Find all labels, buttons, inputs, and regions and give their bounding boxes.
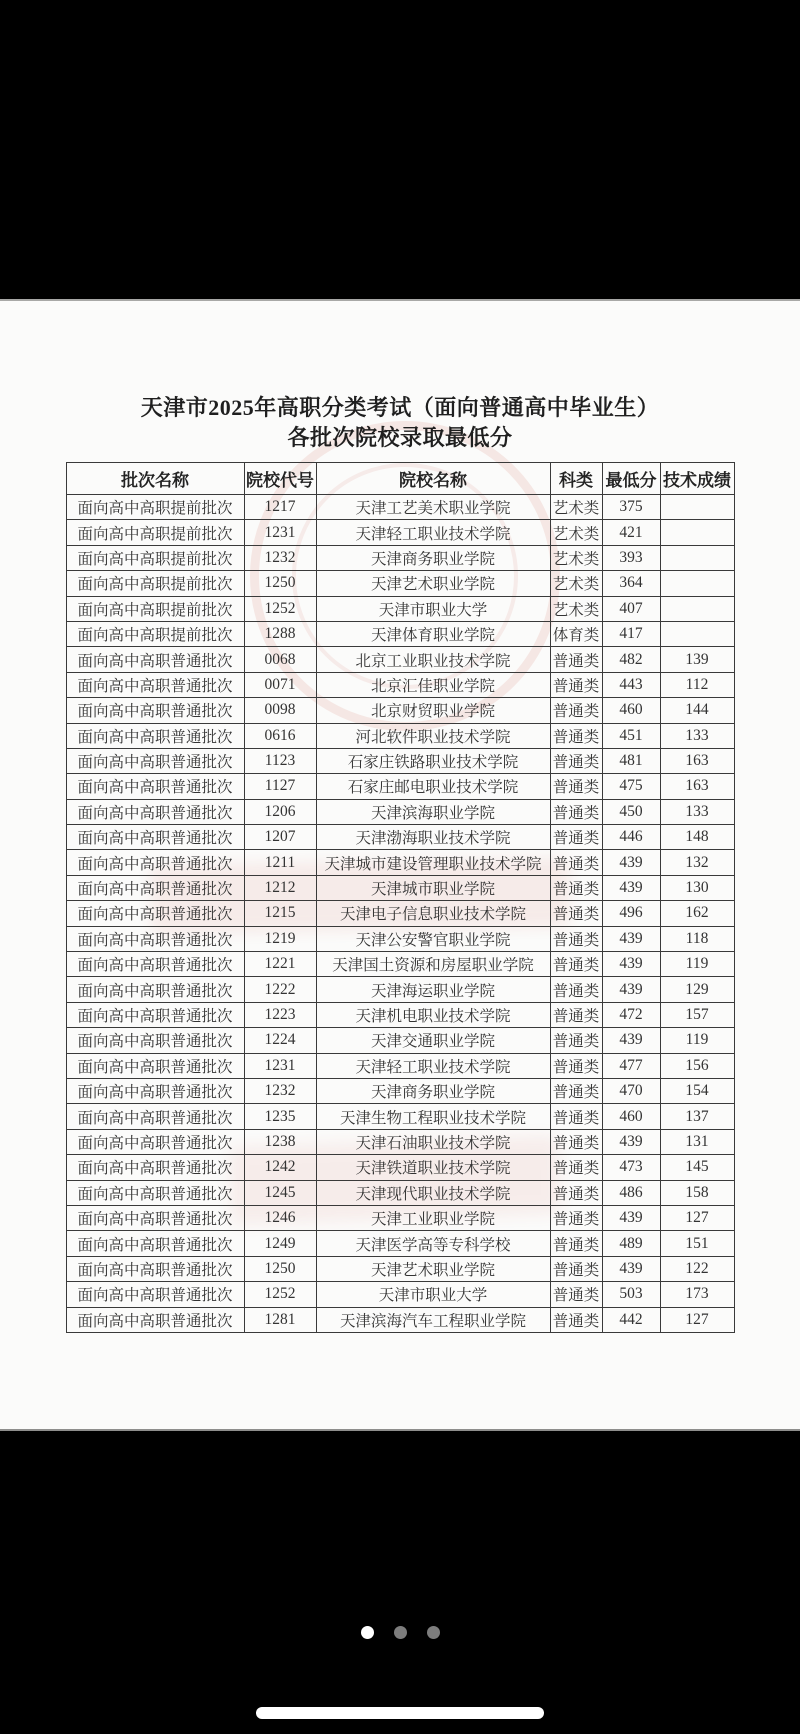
cell-code: 1206 — [244, 799, 316, 824]
cell-code: 0071 — [244, 672, 316, 697]
cell-code: 1219 — [244, 926, 316, 951]
cell-category: 艺术类 — [550, 495, 602, 520]
cell-batch: 面向高中高职普通批次 — [66, 1205, 244, 1230]
cell-min-score: 482 — [602, 647, 660, 672]
cell-batch: 面向高中高职普通批次 — [66, 1307, 244, 1332]
cell-tech-score: 145 — [660, 1155, 734, 1180]
cell-category: 普通类 — [550, 1053, 602, 1078]
cell-tech-score — [660, 520, 734, 545]
cell-min-score: 472 — [602, 1002, 660, 1027]
cell-category: 普通类 — [550, 901, 602, 926]
cell-school: 天津生物工程职业技术学院 — [316, 1104, 550, 1129]
cell-tech-score: 163 — [660, 748, 734, 773]
table-row — [66, 1282, 734, 1307]
cell-code: 1223 — [244, 1002, 316, 1027]
cell-category: 艺术类 — [550, 571, 602, 596]
cell-category: 普通类 — [550, 1205, 602, 1230]
scores-table-body — [66, 495, 734, 1333]
table-row — [66, 1053, 734, 1078]
cell-batch: 面向高中高职普通批次 — [66, 977, 244, 1002]
cell-tech-score — [660, 596, 734, 621]
cell-school: 天津城市建设管理职业技术学院 — [316, 850, 550, 875]
cell-min-score: 446 — [602, 825, 660, 850]
cell-category: 普通类 — [550, 875, 602, 900]
cell-school: 天津滨海职业学院 — [316, 799, 550, 824]
cell-school: 北京汇佳职业学院 — [316, 672, 550, 697]
cell-tech-score: 119 — [660, 952, 734, 977]
cell-category: 普通类 — [550, 723, 602, 748]
table-row — [66, 596, 734, 621]
cell-category: 艺术类 — [550, 596, 602, 621]
cell-school: 天津轻工职业技术学院 — [316, 1053, 550, 1078]
cell-category: 普通类 — [550, 799, 602, 824]
cell-code: 1245 — [244, 1180, 316, 1205]
cell-batch: 面向高中高职普通批次 — [66, 875, 244, 900]
table-row — [66, 698, 734, 723]
table-row — [66, 825, 734, 850]
cell-batch: 面向高中高职普通批次 — [66, 1104, 244, 1129]
cell-school: 天津体育职业学院 — [316, 621, 550, 646]
cell-min-score: 477 — [602, 1053, 660, 1078]
cell-category: 普通类 — [550, 1307, 602, 1332]
cell-batch: 面向高中高职普通批次 — [66, 926, 244, 951]
document-photo[interactable] — [0, 299, 800, 1431]
cell-school: 天津商务职业学院 — [316, 545, 550, 570]
table-row — [66, 672, 734, 697]
cell-batch: 面向高中高职提前批次 — [66, 545, 244, 570]
cell-tech-score: 131 — [660, 1129, 734, 1154]
cell-tech-score: 139 — [660, 647, 734, 672]
table-row — [66, 1129, 734, 1154]
cell-batch: 面向高中高职普通批次 — [66, 1282, 244, 1307]
cell-min-score: 442 — [602, 1307, 660, 1332]
cell-tech-score: 112 — [660, 672, 734, 697]
cell-code: 1211 — [244, 850, 316, 875]
cell-tech-score: 130 — [660, 875, 734, 900]
cell-code: 1232 — [244, 1078, 316, 1103]
cell-min-score: 417 — [602, 621, 660, 646]
cell-school: 天津石油职业技术学院 — [316, 1129, 550, 1154]
table-row — [66, 977, 734, 1002]
cell-min-score: 439 — [602, 1129, 660, 1154]
cell-min-score: 439 — [602, 926, 660, 951]
scores-table — [66, 462, 735, 1333]
cell-tech-score: 133 — [660, 799, 734, 824]
cell-code: 1222 — [244, 977, 316, 1002]
cell-school: 天津海运职业学院 — [316, 977, 550, 1002]
cell-tech-score: 144 — [660, 698, 734, 723]
table-row — [66, 1307, 734, 1332]
cell-code: 1207 — [244, 825, 316, 850]
cell-code: 1212 — [244, 875, 316, 900]
cell-code: 1252 — [244, 596, 316, 621]
cell-min-score: 496 — [602, 901, 660, 926]
cell-category: 普通类 — [550, 1256, 602, 1281]
cell-code: 1250 — [244, 571, 316, 596]
cell-min-score: 364 — [602, 571, 660, 596]
column-header: 批次名称 — [66, 463, 244, 495]
cell-school: 天津市职业大学 — [316, 1282, 550, 1307]
cell-school: 天津铁道职业技术学院 — [316, 1155, 550, 1180]
cell-code: 1250 — [244, 1256, 316, 1281]
cell-code: 1221 — [244, 952, 316, 977]
cell-tech-score: 158 — [660, 1180, 734, 1205]
cell-batch: 面向高中高职普通批次 — [66, 952, 244, 977]
table-row — [66, 1028, 734, 1053]
page-dot[interactable] — [427, 1626, 440, 1639]
cell-tech-score: 156 — [660, 1053, 734, 1078]
cell-tech-score: 118 — [660, 926, 734, 951]
cell-category: 普通类 — [550, 825, 602, 850]
cell-school: 天津现代职业技术学院 — [316, 1180, 550, 1205]
table-row — [66, 1155, 734, 1180]
cell-tech-score: 163 — [660, 774, 734, 799]
cell-min-score: 439 — [602, 977, 660, 1002]
table-row — [66, 1180, 734, 1205]
table-row — [66, 647, 734, 672]
cell-code: 0616 — [244, 723, 316, 748]
cell-tech-score: 154 — [660, 1078, 734, 1103]
cell-tech-score — [660, 545, 734, 570]
cell-batch: 面向高中高职普通批次 — [66, 901, 244, 926]
cell-tech-score: 127 — [660, 1307, 734, 1332]
cell-school: 天津工业职业学院 — [316, 1205, 550, 1230]
cell-code: 1123 — [244, 748, 316, 773]
cell-tech-score: 173 — [660, 1282, 734, 1307]
cell-batch: 面向高中高职普通批次 — [66, 647, 244, 672]
cell-code: 1231 — [244, 520, 316, 545]
cell-batch: 面向高中高职提前批次 — [66, 571, 244, 596]
cell-category: 普通类 — [550, 952, 602, 977]
cell-tech-score — [660, 571, 734, 596]
cell-code: 1246 — [244, 1205, 316, 1230]
cell-school: 天津工艺美术职业学院 — [316, 495, 550, 520]
cell-min-score: 470 — [602, 1078, 660, 1103]
cell-school: 河北软件职业技术学院 — [316, 723, 550, 748]
cell-school: 石家庄铁路职业技术学院 — [316, 748, 550, 773]
cell-tech-score: 133 — [660, 723, 734, 748]
cell-min-score: 475 — [602, 774, 660, 799]
cell-school: 天津艺术职业学院 — [316, 1256, 550, 1281]
cell-min-score: 443 — [602, 672, 660, 697]
cell-min-score: 450 — [602, 799, 660, 824]
cell-category: 普通类 — [550, 977, 602, 1002]
cell-category: 普通类 — [550, 1282, 602, 1307]
cell-batch: 面向高中高职普通批次 — [66, 799, 244, 824]
cell-tech-score: 122 — [660, 1256, 734, 1281]
cell-school: 天津公安警官职业学院 — [316, 926, 550, 951]
cell-min-score: 481 — [602, 748, 660, 773]
cell-batch: 面向高中高职普通批次 — [66, 1180, 244, 1205]
column-header: 院校代号 — [244, 463, 316, 495]
cell-batch: 面向高中高职普通批次 — [66, 723, 244, 748]
cell-school: 天津电子信息职业技术学院 — [316, 901, 550, 926]
cell-code: 1249 — [244, 1231, 316, 1256]
cell-category: 普通类 — [550, 748, 602, 773]
table-row — [66, 901, 734, 926]
column-header: 最低分 — [602, 463, 660, 495]
table-row — [66, 1002, 734, 1027]
cell-tech-score: 119 — [660, 1028, 734, 1053]
cell-school: 天津滨海汽车工程职业学院 — [316, 1307, 550, 1332]
cell-category: 艺术类 — [550, 545, 602, 570]
table-row — [66, 1231, 734, 1256]
cell-batch: 面向高中高职普通批次 — [66, 1028, 244, 1053]
cell-tech-score: 162 — [660, 901, 734, 926]
cell-min-score: 486 — [602, 1180, 660, 1205]
cell-batch: 面向高中高职普通批次 — [66, 1053, 244, 1078]
cell-min-score: 473 — [602, 1155, 660, 1180]
table-row — [66, 748, 734, 773]
table-row — [66, 520, 734, 545]
cell-code: 1252 — [244, 1282, 316, 1307]
table-row — [66, 850, 734, 875]
table-row — [66, 1205, 734, 1230]
cell-code: 1127 — [244, 774, 316, 799]
table-row — [66, 1078, 734, 1103]
cell-tech-score: 148 — [660, 825, 734, 850]
cell-school: 北京工业职业技术学院 — [316, 647, 550, 672]
cell-category: 艺术类 — [550, 520, 602, 545]
cell-category: 普通类 — [550, 698, 602, 723]
cell-code: 1224 — [244, 1028, 316, 1053]
cell-category: 普通类 — [550, 1002, 602, 1027]
cell-category: 普通类 — [550, 1180, 602, 1205]
cell-category: 普通类 — [550, 647, 602, 672]
cell-batch: 面向高中高职普通批次 — [66, 825, 244, 850]
cell-tech-score — [660, 495, 734, 520]
cell-min-score: 451 — [602, 723, 660, 748]
scores-table-header-row — [66, 463, 734, 495]
cell-batch: 面向高中高职普通批次 — [66, 1155, 244, 1180]
cell-tech-score: 129 — [660, 977, 734, 1002]
cell-min-score: 439 — [602, 850, 660, 875]
page-dot-active[interactable] — [361, 1626, 374, 1639]
column-header: 科类 — [550, 463, 602, 495]
cell-tech-score: 132 — [660, 850, 734, 875]
cell-school: 天津机电职业技术学院 — [316, 1002, 550, 1027]
cell-tech-score: 157 — [660, 1002, 734, 1027]
cell-school: 天津艺术职业学院 — [316, 571, 550, 596]
cell-school: 天津医学高等专科学校 — [316, 1231, 550, 1256]
cell-category: 普通类 — [550, 850, 602, 875]
cell-code: 0098 — [244, 698, 316, 723]
cell-min-score: 460 — [602, 698, 660, 723]
cell-min-score: 460 — [602, 1104, 660, 1129]
cell-code: 1232 — [244, 545, 316, 570]
page-indicator — [0, 1626, 800, 1639]
cell-batch: 面向高中高职普通批次 — [66, 1231, 244, 1256]
cell-category: 普通类 — [550, 774, 602, 799]
table-row — [66, 774, 734, 799]
cell-min-score: 439 — [602, 1028, 660, 1053]
cell-batch: 面向高中高职普通批次 — [66, 1129, 244, 1154]
cell-school: 天津轻工职业技术学院 — [316, 520, 550, 545]
cell-min-score: 439 — [602, 952, 660, 977]
table-row — [66, 1256, 734, 1281]
table-row — [66, 926, 734, 951]
cell-code: 1288 — [244, 621, 316, 646]
cell-code: 0068 — [244, 647, 316, 672]
cell-school: 天津城市职业学院 — [316, 875, 550, 900]
cell-min-score: 439 — [602, 1256, 660, 1281]
cell-code: 1235 — [244, 1104, 316, 1129]
table-row — [66, 545, 734, 570]
cell-code: 1281 — [244, 1307, 316, 1332]
table-row — [66, 571, 734, 596]
cell-batch: 面向高中高职普通批次 — [66, 850, 244, 875]
cell-batch: 面向高中高职普通批次 — [66, 1078, 244, 1103]
home-indicator[interactable] — [256, 1707, 544, 1719]
cell-code: 1231 — [244, 1053, 316, 1078]
cell-min-score: 421 — [602, 520, 660, 545]
cell-code: 1215 — [244, 901, 316, 926]
column-header: 院校名称 — [316, 463, 550, 495]
cell-category: 普通类 — [550, 1028, 602, 1053]
cell-school: 天津交通职业学院 — [316, 1028, 550, 1053]
table-row — [66, 495, 734, 520]
cell-category: 普通类 — [550, 1155, 602, 1180]
cell-code: 1242 — [244, 1155, 316, 1180]
cell-school: 天津市职业大学 — [316, 596, 550, 621]
cell-category: 普通类 — [550, 1129, 602, 1154]
table-row — [66, 723, 734, 748]
cell-category: 普通类 — [550, 1231, 602, 1256]
cell-min-score: 439 — [602, 1205, 660, 1230]
cell-min-score: 375 — [602, 495, 660, 520]
cell-tech-score: 127 — [660, 1205, 734, 1230]
page-dot[interactable] — [394, 1626, 407, 1639]
cell-batch: 面向高中高职普通批次 — [66, 748, 244, 773]
table-row — [66, 875, 734, 900]
cell-category: 体育类 — [550, 621, 602, 646]
cell-batch: 面向高中高职提前批次 — [66, 596, 244, 621]
cell-min-score: 393 — [602, 545, 660, 570]
cell-category: 普通类 — [550, 1078, 602, 1103]
cell-school: 天津渤海职业技术学院 — [316, 825, 550, 850]
table-row — [66, 1104, 734, 1129]
cell-category: 普通类 — [550, 1104, 602, 1129]
document-title-line2: 各批次院校录取最低分 — [287, 425, 513, 450]
cell-batch: 面向高中高职提前批次 — [66, 495, 244, 520]
table-row — [66, 799, 734, 824]
cell-school: 天津商务职业学院 — [316, 1078, 550, 1103]
cell-tech-score — [660, 621, 734, 646]
cell-school: 天津国土资源和房屋职业学院 — [316, 952, 550, 977]
cell-batch: 面向高中高职普通批次 — [66, 1256, 244, 1281]
cell-batch: 面向高中高职普通批次 — [66, 1002, 244, 1027]
table-row — [66, 621, 734, 646]
cell-min-score: 503 — [602, 1282, 660, 1307]
cell-batch: 面向高中高职普通批次 — [66, 698, 244, 723]
cell-school: 北京财贸职业学院 — [316, 698, 550, 723]
cell-min-score: 439 — [602, 875, 660, 900]
cell-category: 普通类 — [550, 926, 602, 951]
cell-tech-score: 151 — [660, 1231, 734, 1256]
cell-category: 普通类 — [550, 672, 602, 697]
document-title-line1: 天津市2025年高职分类考试（面向普通高中毕业生） — [140, 395, 660, 420]
cell-batch: 面向高中高职提前批次 — [66, 621, 244, 646]
cell-school: 石家庄邮电职业技术学院 — [316, 774, 550, 799]
table-row — [66, 952, 734, 977]
cell-batch: 面向高中高职普通批次 — [66, 672, 244, 697]
cell-tech-score: 137 — [660, 1104, 734, 1129]
cell-min-score: 407 — [602, 596, 660, 621]
cell-min-score: 489 — [602, 1231, 660, 1256]
cell-batch: 面向高中高职普通批次 — [66, 774, 244, 799]
cell-batch: 面向高中高职提前批次 — [66, 520, 244, 545]
column-header: 技术成绩 — [660, 463, 734, 495]
cell-code: 1238 — [244, 1129, 316, 1154]
cell-code: 1217 — [244, 495, 316, 520]
